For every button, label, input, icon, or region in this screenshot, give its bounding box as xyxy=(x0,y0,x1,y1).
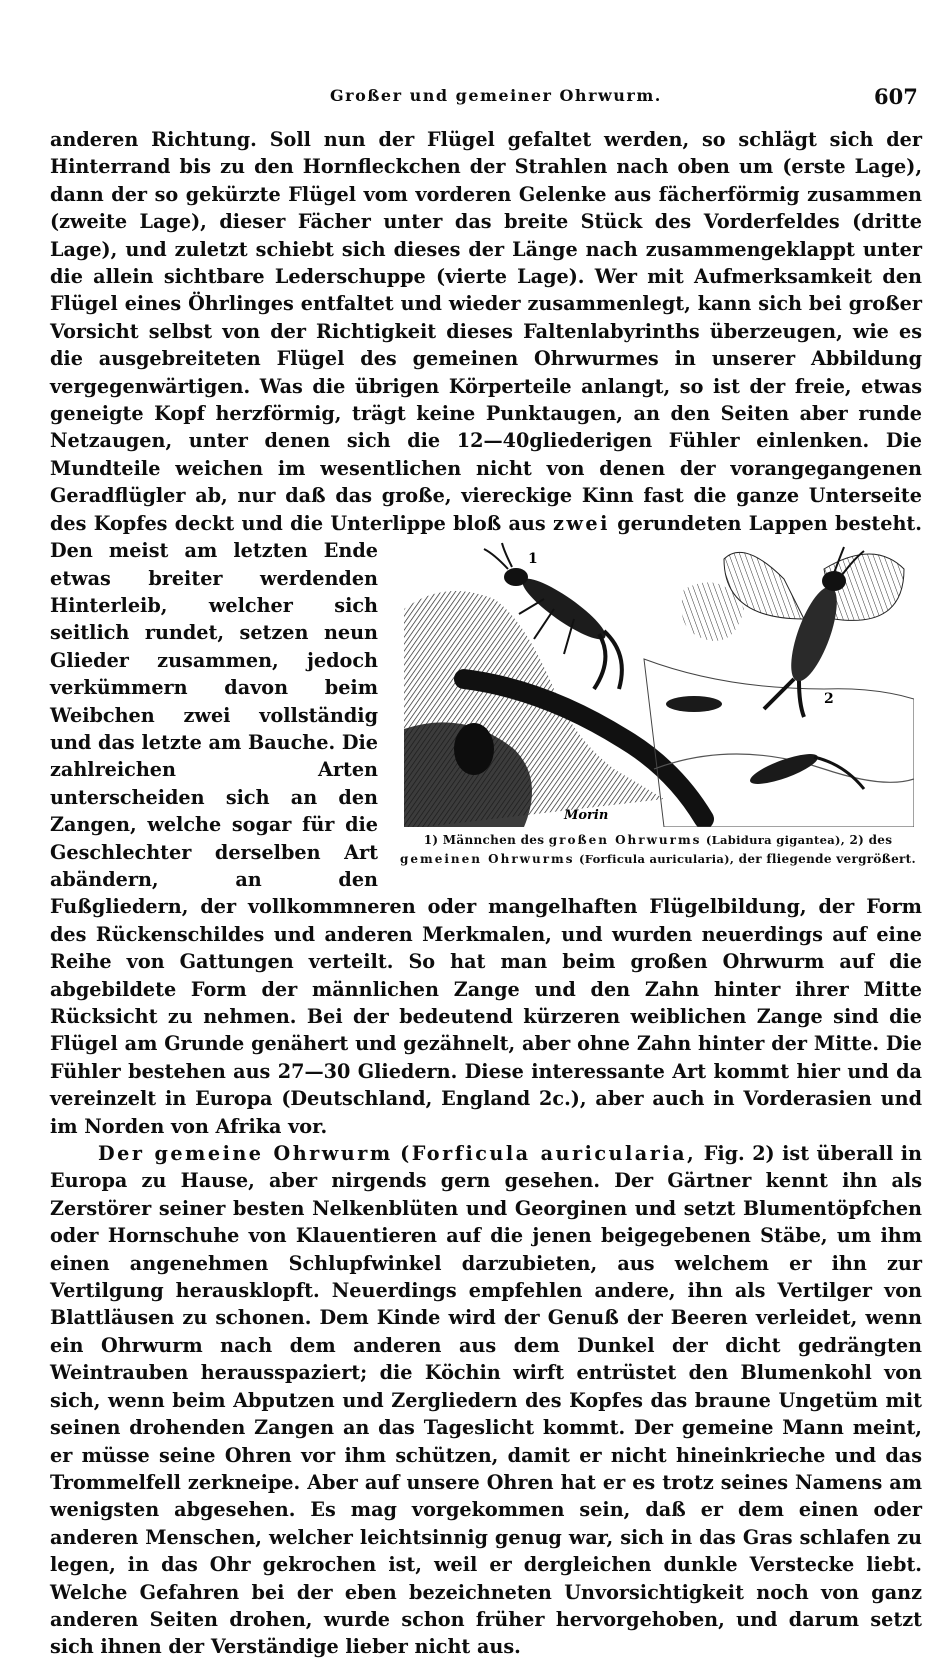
caption-part-a: 1) Männchen des xyxy=(423,833,545,848)
earwig-small xyxy=(666,696,722,712)
caption-spaced-a: großen Ohrwurms xyxy=(548,833,702,848)
caption-spaced-b: gemeinen Ohrwurms xyxy=(400,852,575,867)
running-title: Großer und gemeiner Ohrwurm. xyxy=(330,86,662,105)
paragraph-2-text: Fig. 2) ist überall in Europa zu Hause, aber nirgends gern gesehen. Der Gärtner kennt ihn als Zerstörer seiner besten Nelkenblüten und Georginen und setzt Blumentöpfchen oder Hornschuhe von Klauentieren auf die jenen beigegebenen Stäbe, um ihm einen angenehmen Schlupfwinkel darzubieten, aus welchem er ihn zur Vertilgung herausklopft. Neuerdings empfehlen andere, ihn als Vertilger von Blattläusen zu schonen. Dem Kinde wird der Genuß der Beeren verleidet, wenn ein Ohrwurm nach dem anderen aus dem Dunkel der dicht gedrängten Weintrauben herausspaziert; die Köchin wirft entrüstet den Blumenkohl von sich, wenn beim Abputzen und Zergliedern des Kopfes das braune Ungetüm mit seinen drohenden Zangen an das Tageslicht kommt. Der gemeine Mann meint, er müsse seine Ohren vor ihm schützen, damit er nicht hineinkrieche und das Trommelfell zerkneipe. Aber auf unsere Ohren hat er es trotz seines Namens am wenigsten abgesehen. Es mag vorgekommen sein, daß er dem einen oder anderen Menschen, welcher leichtsinnig genug war, sich in das Gras schlafen zu legen, in das Ohr gekrochen ist, weil er dergleichen dunkle Verstecke liebt. Welche Gefahren bei der eben bezeichneten Unvorsichtigkeit noch von ganz anderen Seiten drohen, wurde schon früher hervorgehoben, und darum setzt sich ihnen der Verständige lieber nicht aus. xyxy=(50,1142,922,1659)
paragraph-2-spaced-name: Der gemeine Ohrwurm xyxy=(98,1142,393,1166)
earwig-illustration xyxy=(394,539,922,879)
earwig-curled xyxy=(454,723,494,775)
paragraph-2-latin-name: (Forficula auricularia, xyxy=(400,1142,697,1166)
caption-part-c: der fliegende vergrößert. xyxy=(738,852,916,867)
paragraph-1-text-a: anderen Richtung. Soll nun der Flügel gefaltet werden, so schlägt sich der Hinterrand bis zu den Hornfleckchen der Strahlen nach oben um (erste Lage), dann der so gekürzte Flügel vom vorderen Gelenke aus fächerförmig zusammen (zweite Lage), dieser Fächer unter das breite Stück des Vorderfeldes (dritte Lage), und zuletzt schiebt sich dieses der Länge nach zusammengeklappt unter die allein sichtbare Lederschuppe (vierte Lage). Wer mit Aufmerksamkeit den Flügel eines Öhrlinges entfaltet und wieder zusammenlegt, kann sich bei großer Vorsicht selbst von der Richtigkeit dieses Faltenlabyrinths überzeugen, wie es die ausgebreiteten Flügel des gemeinen Ohrwurmes in unserer Abbildung vergegenwärtigen. Was die übrigen Körperteile anlangt, so ist der freie, etwas geneigte Kopf herzförmig, trägt keine Punktaugen, an den Seiten aber runde Netzaugen, unter denen sich die 12—40gliederigen Fühler einlenken. Die Mundteile weichen im wesentlichen nicht von denen der vorangegangenen Geradflügler ab, nur daß das große, viereckige Kinn fast die ganze Unterseite des Kopfes deckt und die Unterlippe bloß aus xyxy=(50,128,922,535)
caption-latin-b: (Forficula auricularia), xyxy=(579,852,735,867)
paragraph-1 xyxy=(50,126,922,1140)
earwig-engraving xyxy=(404,539,914,827)
figure-label-2: 2 xyxy=(824,691,834,708)
body-text xyxy=(50,126,922,1661)
paragraph-1-text-b: gerundeten Lappen besteht. Den meist am letzten Ende etwas breiter werdenden Hinterleib, welcher sich seitlich rundet, setzen neun Glieder zusammen, jedoch verkümmern davon beim Weibchen zwei vollständig und das letzte am Bauche. Die zahlreichen Arten unterscheiden sich an den Zangen, welche sogar für die Geschlechter derselben Art abändern, an den Fußgliedern, der vollkommneren oder mangelhaften Flügelbildung, der Form des Rückenschildes und anderen Merkmalen, und wurden neuerdings auf eine Reihe von Gattungen verteilt. So hat man beim großen Ohrwurm auf die abgebildete Form der männlichen Zange und den Zahn hinter ihrer Mitte Rücksicht zu nehmen. Bei der bedeutend kürzeren weiblichen Zange sind die Flügel am Grunde genähert und gezähnelt, aber ohne Zahn hinter der Mitte. Die Fühler bestehen aus 27—30 Gliedern. Diese interessante Art kommt hier und da vereinzelt in Europa (Deutschland, England 2c.), aber auch in Vorderasien und im Norden von Afrika vor. xyxy=(50,511,922,1138)
engraver-signature: Morin xyxy=(564,808,609,824)
figure-label-1: 1 xyxy=(528,551,538,568)
caption-part-b: 2) des xyxy=(849,833,893,848)
page-number: 607 xyxy=(874,84,918,109)
caption-latin-a: (Labidura gigantea), xyxy=(705,833,846,848)
paragraph-1-spaced-word: zwei xyxy=(552,511,610,535)
paragraph-2 xyxy=(50,1140,922,1661)
figure-caption xyxy=(394,831,922,869)
